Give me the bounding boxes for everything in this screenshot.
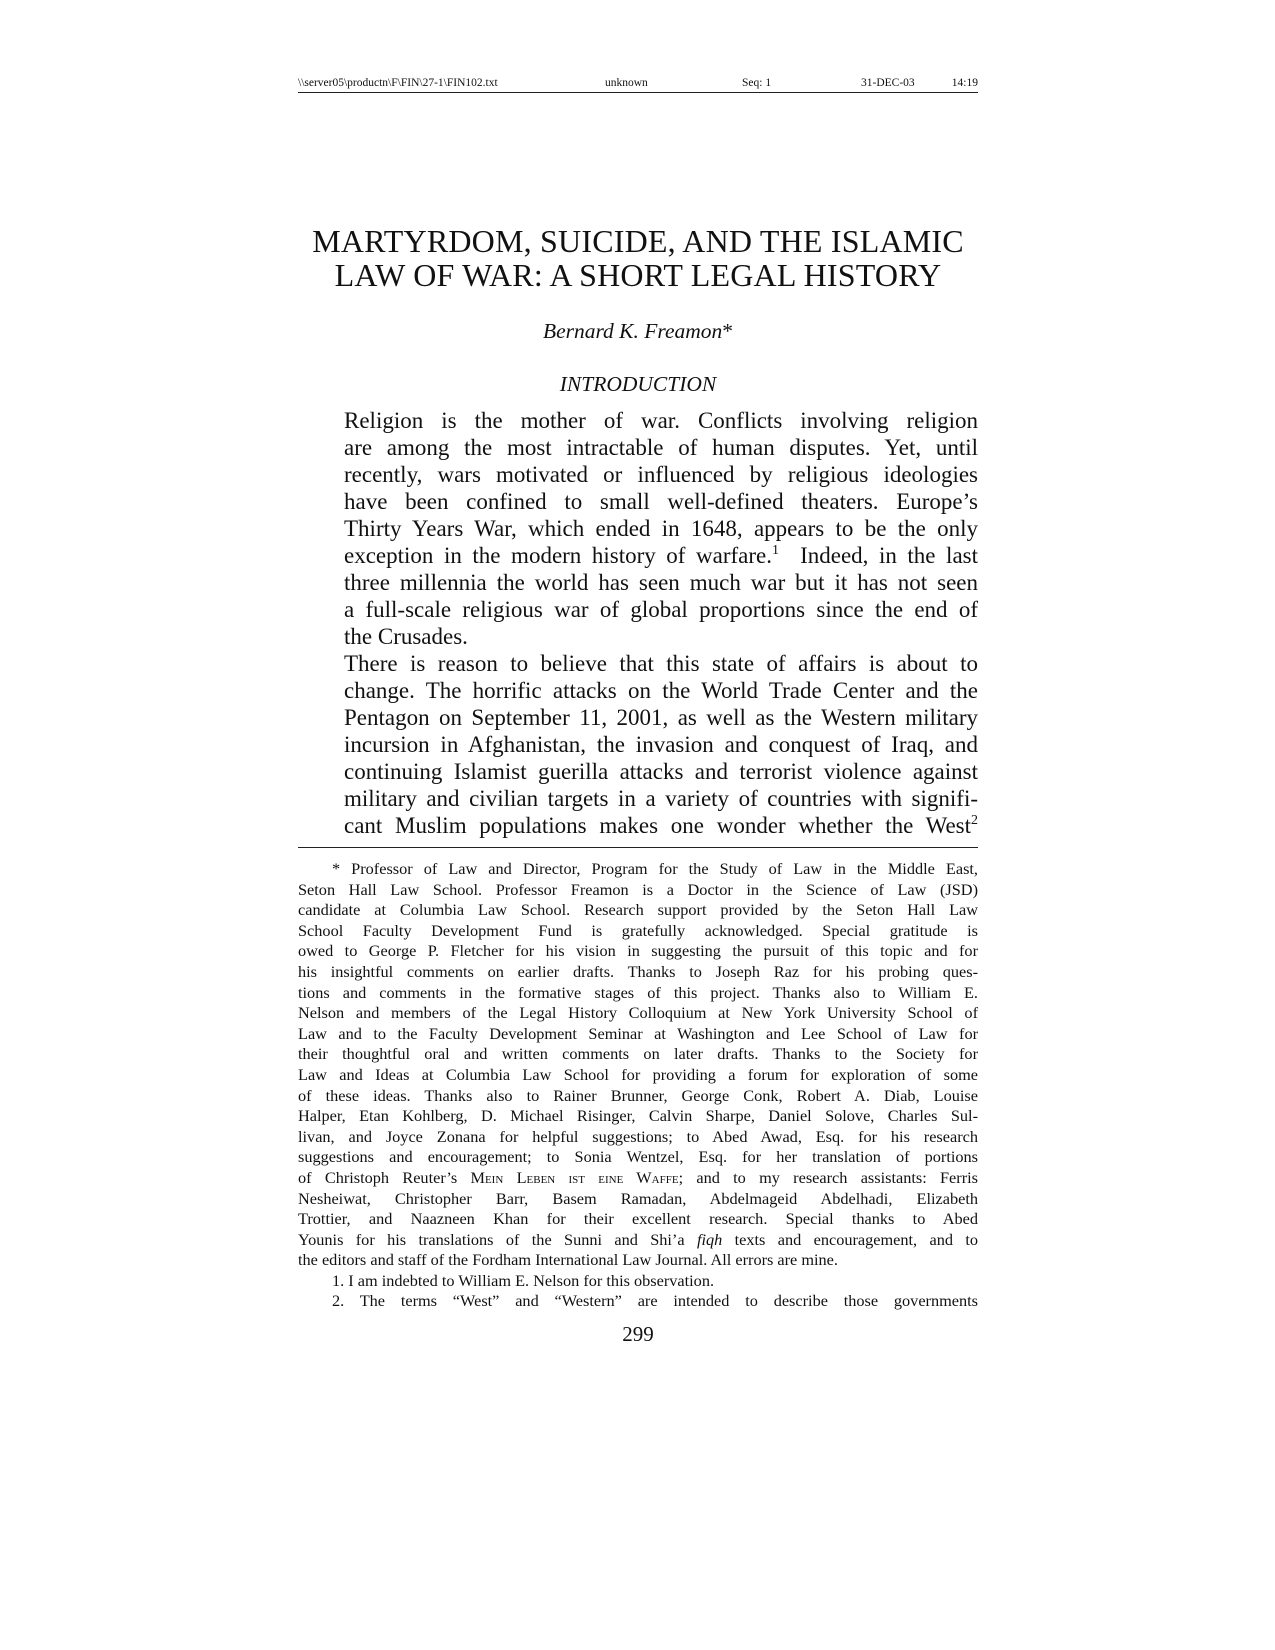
- body-text: [298, 407, 978, 839]
- document-page: [298, 72, 978, 1347]
- footnote-line: Trottier, and Naazneen Khan for their excellent research. Special thanks to Abed: [298, 1209, 978, 1229]
- footnote-line: livan, and Joyce Zonana for helpful suggestions; to Abed Awad, Esq. for his research: [298, 1126, 978, 1146]
- footnote-line: Halper, Etan Kohlberg, D. Michael Risinger, Calvin Sharpe, Daniel Solove, Charles Sul-: [298, 1106, 978, 1126]
- title-line: LAW OF WAR: A SHORT LEGAL HISTORY: [334, 257, 942, 293]
- footnote-line: tions and comments in the formative stages of this project. Thanks also to William E.: [298, 982, 978, 1002]
- section-heading: INTRODUCTION: [559, 372, 717, 396]
- text-line: have been confined to small well-defined theaters. Europe’s: [344, 489, 978, 514]
- footnote-line: School Faculty Development Fund is gratefully acknowledged. Special gratitude is: [298, 920, 978, 940]
- author-byline: [298, 318, 978, 344]
- book-title: Mein Leben ist eine Waffe: [470, 1167, 679, 1187]
- footnote-line: candidate at Columbia Law School. Research support provided by the Seton Hall Law: [298, 900, 978, 920]
- footnote-ref: 1: [771, 543, 779, 558]
- footnote-star: [298, 859, 978, 880]
- footnote-line: suggestions and encouragement; to Sonia Wentzel, Esq. for her translation of portions: [298, 1147, 978, 1167]
- footnote-line: * Professor of Law and Director, Program for the Study of Law in the Middle East,: [332, 859, 978, 878]
- author-name: Bernard K. Freamon: [542, 319, 723, 343]
- text-line: Pentagon on September 11, 2001, as well as the Western military: [344, 705, 978, 730]
- footnotes: [298, 859, 978, 1312]
- text-fragment: cant Muslim populations makes one wonder whether the West: [344, 813, 971, 838]
- footnote-divider: [298, 847, 978, 848]
- header-sequence: Seq: 1: [742, 77, 772, 89]
- text-line: Thirty Years War, which ended in 1648, appears to be the only: [344, 516, 978, 541]
- footnote-line: the editors and staff of the Fordham International Law Journal. All errors are mine.: [298, 1250, 838, 1270]
- paragraph: [298, 650, 978, 839]
- text-line: a full-scale religious war of global proportions since the end of: [344, 597, 978, 622]
- footnote-line: their thoughtful oral and written comments on later drafts. Thanks to the Society for: [298, 1044, 978, 1064]
- page-number: 299: [622, 1322, 654, 1347]
- footnote-star-continued: [298, 880, 978, 1271]
- footnote-line: Seton Hall Law School. Professor Freamon is a Doctor in the Science of Law (JSD): [298, 879, 978, 899]
- text-line: the Crusades.: [344, 624, 468, 649]
- footnote-line: Nelson and members of the Legal History Colloquium at New York University School of: [298, 1003, 978, 1023]
- text-fragment: texts and encouragement, and to: [722, 1229, 978, 1249]
- footnote-line: owed to George P. Fletcher for his vision in suggesting the pursuit of this topic and for: [298, 941, 978, 961]
- article-title: [298, 224, 978, 292]
- text-line: are among the most intractable of human disputes. Yet, until: [344, 435, 978, 460]
- text-line: change. The horrific attacks on the World Trade Center and the: [344, 678, 978, 703]
- running-header: [298, 72, 978, 93]
- text-fragment: of Christoph Reuter’s: [298, 1167, 471, 1187]
- italic-term: fiqh: [696, 1229, 723, 1249]
- text-fragment: Indeed, in the last: [800, 543, 979, 568]
- footnote-line: 2. The terms “West” and “Western” are intended to describe those governments: [332, 1291, 978, 1311]
- footnote-line: Nesheiwat, Christopher Barr, Basem Ramadan, Abdelmageid Abdelhadi, Elizabeth: [298, 1188, 978, 1208]
- footnote-line: his insightful comments on earlier drafts. Thanks to Joseph Raz for his probing ques-: [298, 961, 978, 981]
- text-line: [298, 542, 978, 569]
- text-line: There is reason to believe that this state of affairs is about to: [344, 651, 978, 676]
- footnote-ref: 2: [971, 813, 978, 828]
- header-file-path: \\server05\productn\F\FIN\27-1\FIN102.txt: [298, 77, 498, 89]
- text-line: recently, wars motivated or influenced by religious ideologies: [344, 462, 978, 487]
- text-fragment: Younis for his translations of the Sunni and Shi’a: [298, 1229, 697, 1249]
- paragraph: [298, 407, 978, 650]
- footnote-line: of these ideas. Thanks also to Rainer Brunner, George Conk, Robert A. Diab, Louise: [298, 1085, 978, 1105]
- footnote-1: [298, 1271, 978, 1292]
- author-footnote-mark: *: [722, 319, 734, 343]
- text-fragment: ; and to my research assistants: Ferris: [678, 1167, 978, 1187]
- header-status: unknown: [605, 77, 648, 89]
- text-line: three millennia the world has seen much war but it has not seen: [344, 570, 978, 595]
- footnote-line: [298, 1230, 978, 1251]
- title-line: MARTYRDOM, SUICIDE, AND THE ISLAMIC: [312, 223, 964, 259]
- header-time: 14:19: [951, 77, 978, 89]
- footnote-line: 1. I am indebted to William E. Nelson for this observation.: [332, 1270, 715, 1290]
- text-line: military and civilian targets in a variety of countries with signifi-: [344, 786, 978, 811]
- footnote-line: [298, 1168, 978, 1189]
- footnote-2: [298, 1291, 978, 1312]
- text-line: continuing Islamist guerilla attacks and terrorist violence against: [344, 759, 978, 784]
- text-line: Religion is the mother of war. Conflicts involving religion: [344, 408, 978, 433]
- text-line: [298, 812, 978, 839]
- text-fragment: exception in the modern history of warfare.: [344, 543, 772, 568]
- footnote-line: Law and to the Faculty Development Seminar at Washington and Lee School of Law for: [298, 1023, 978, 1043]
- text-line: incursion in Afghanistan, the invasion and conquest of Iraq, and: [344, 732, 978, 757]
- header-date: 31-DEC-03: [861, 77, 915, 89]
- footnote-line: Law and Ideas at Columbia Law School for providing a forum for exploration of some: [298, 1064, 978, 1084]
